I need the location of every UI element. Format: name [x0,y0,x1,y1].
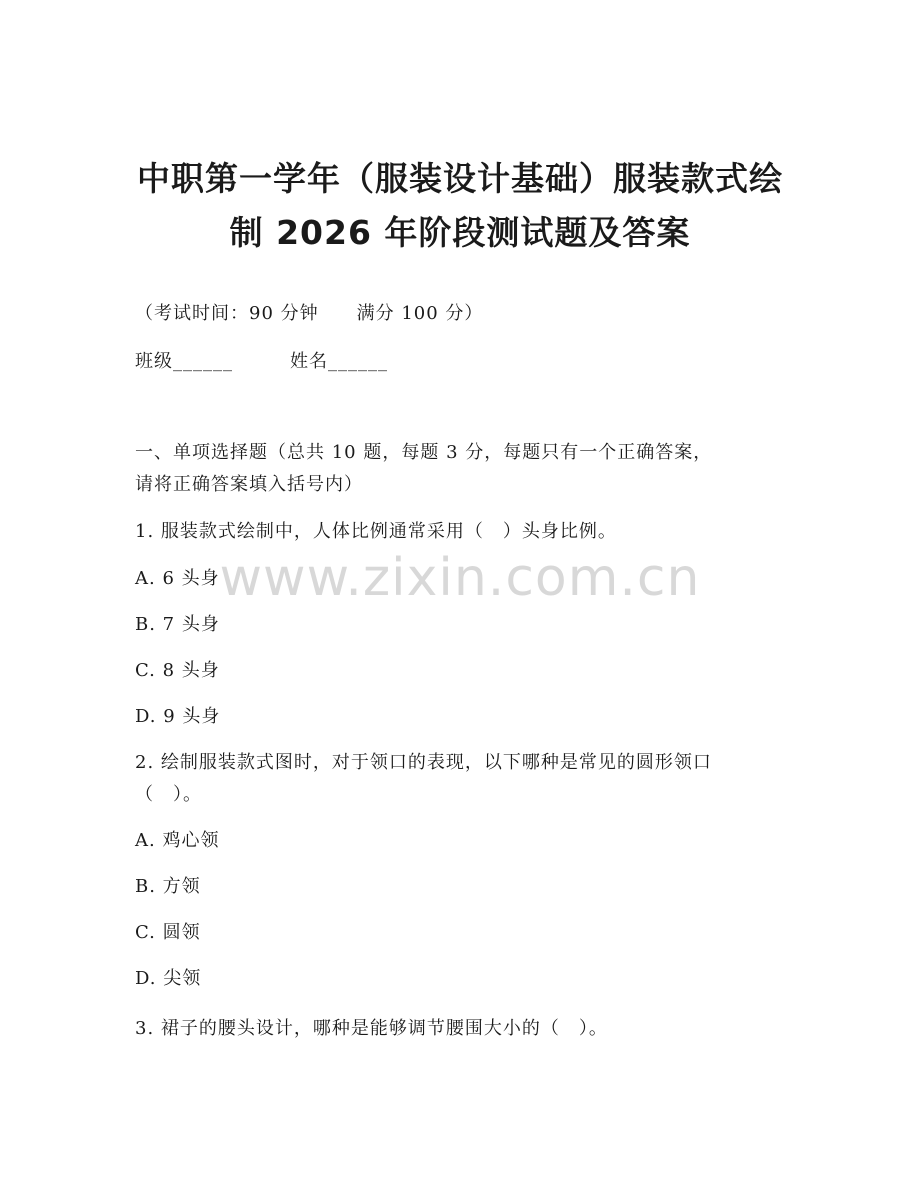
question-3-stem: 3. 裙子的腰头设计，哪种是能够调节腰围大小的（ ）。 [135,1018,608,1039]
question-2-stem-line-1: 2. 绘制服装款式图时，对于领口的表现，以下哪种是常见的圆形领口 [135,752,712,773]
question-2-option-d: D. 尖领 [135,968,202,989]
section-heading-line-1: 一、单项选择题（总共 10 题，每题 3 分，每题只有一个正确答案， [135,442,713,463]
exam-info: （考试时间：90 分钟 满分 100 分） [135,303,484,324]
section-heading-line-2: 请将正确答案填入括号内） [135,474,363,495]
question-1-option-c: C. 8 头身 [135,660,220,681]
question-1-option-b: B. 7 头身 [135,614,220,635]
title-line-2: 制 2026 年阶段测试题及答案 [229,213,691,252]
question-2-option-c: C. 圆领 [135,922,201,943]
title-line-1: 中职第一学年（服装设计基础）服装款式绘 [137,159,783,198]
question-2-option-a: A. 鸡心领 [135,830,220,851]
question-2-option-b: B. 方领 [135,876,201,897]
question-2-stem-line-2: （ ）。 [135,784,202,805]
question-1-option-a: A. 6 头身 [135,568,220,589]
document-title [0,152,920,260]
question-1-option-d: D. 9 头身 [135,706,221,727]
question-1-stem: 1. 服装款式绘制中，人体比例通常采用（ ）头身比例。 [135,521,617,542]
student-info: 班级______ 姓名______ [135,351,388,372]
watermark: www.zixin.com.cn [219,548,701,608]
